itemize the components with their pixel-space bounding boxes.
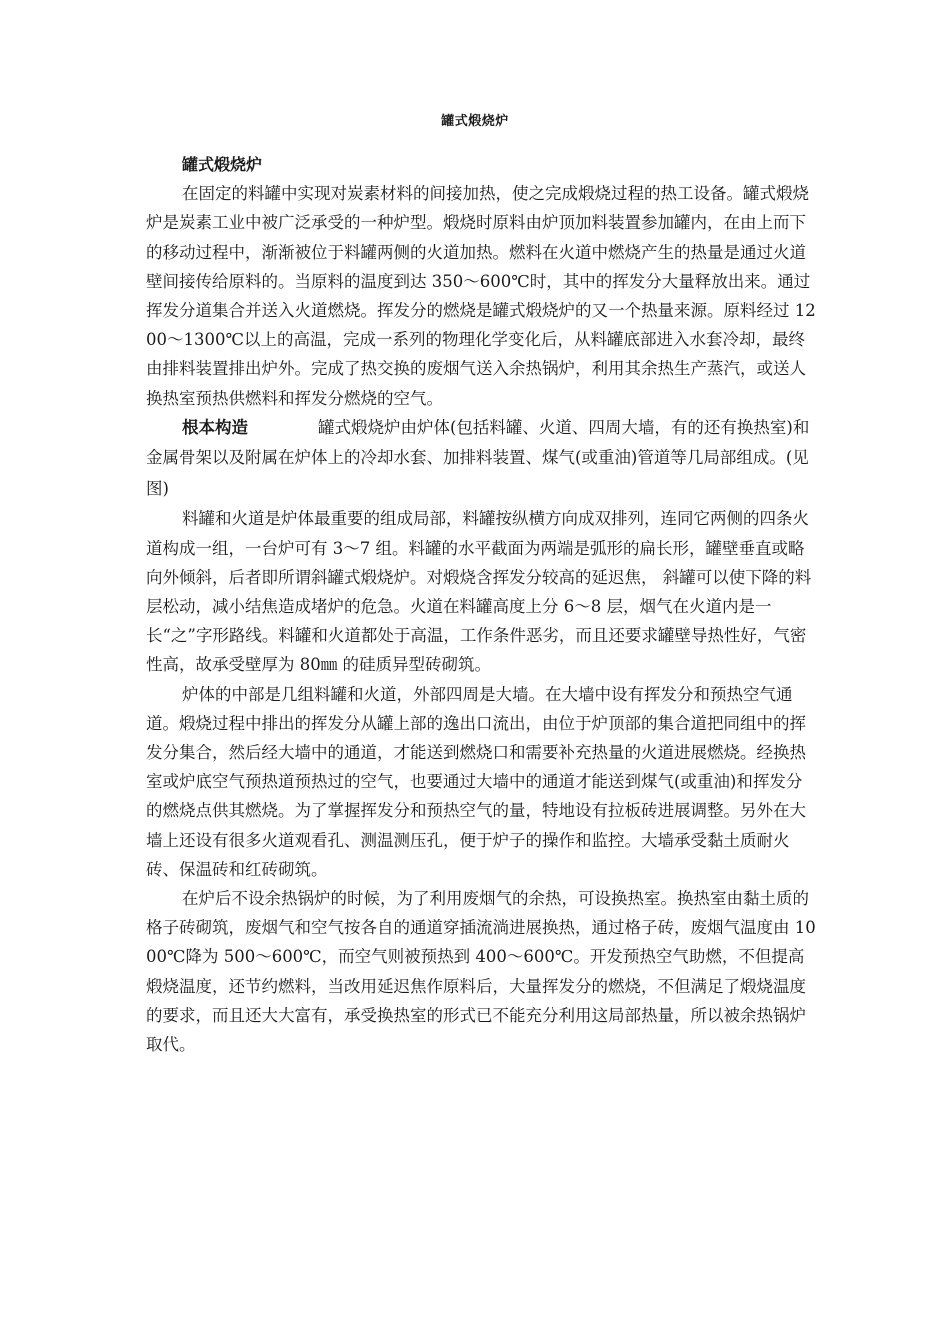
intro-paragraph: 在固定的料罐中实现对炭素材料的间接加热，使之完成煅烧过程的热工设备。罐式煅烧炉是炭素工业中被广泛承受的一种炉型。煅烧时原料由炉顶加料装置参加罐内，在由上而下的移动过程中，渐渐被位于料罐两侧的火道加热。燃料在火道中燃烧产生的热量是通过火道壁间接传给原料的。当原料的温度到达 350～600℃时，其中的挥发分大量释放出来。通过挥发分道集合并送入火道燃烧。挥发分的燃烧是罐式煅烧炉的又一个热量来源。原料经过 1200～1300℃以上的高温，完成一系列的物理化学变化后，从料罐底部进入水套冷却，最终由排料装置排出炉外。完成了热交换的废烟气送入余热锅炉，利用其余热生产蒸汽，或送人换热室预热供燃料和挥发分燃烧的空气。 [146, 184, 816, 408]
paragraph-tanks-flues: 料罐和火道是炉体最重要的组成局部，料罐按纵横方向成双排列，连同它两侧的四条火道构成一组，一台炉可有 3～7 组。料罐的水平截面为两端是弧形的扁长形，罐壁垂直或略向外倾斜，后者即所谓斜罐式煅烧炉。对煅烧含挥发分较高的延迟焦， 斜罐可以使下降的料层松动，减小结焦造成堵炉的危急。火道在料罐高度上分 6～8 层，烟气在火道内是一长“之”字形路线。料罐和火道都处于高温，工作条件恶劣，而且还要求罐壁导热性好，气密性高，故承受壁厚为 80㎜ 的硅质异型砖砌筑。 [146, 509, 812, 675]
page-title: 罐式煅烧炉 [441, 114, 509, 129]
structure-text: 罐式煅烧炉由炉体(包括料罐、火道、四周大墙，有的还有换热室)和金属骨架以及附属在炉体上的冷却水套、加排料装置、煤气(或重油)管道等几局部组成。(见图) [146, 417, 810, 498]
structure-paragraph [146, 413, 816, 505]
section-heading: 罐式煅烧炉 [182, 155, 263, 174]
structure-heading: 根本构造 [182, 417, 248, 437]
document-body [146, 150, 816, 1059]
paragraph-furnace-walls: 炉体的中部是几组料罐和火道，外部四周是大墙。在大墙中设有挥发分和预热空气通道。煅烧过程中排出的挥发分从罐上部的逸出口流出，由位于炉顶部的集合道把同组中的挥发分集合，然后经大墙中的通道，才能送到燃烧口和需要补充热量的火道进展燃烧。经换热室或炉底空气预热道预热过的空气，也要通过大墙中的通道才能送到煤气(或重油)和挥发分的燃烧点供其燃烧。为了掌握挥发分和预热空气的量，特地设有拉板砖进展调整。另外在大墙上还设有很多火道观看孔、测温测压孔，便于炉子的操作和监控。大墙承受黏土质耐火砖、保温砖和红砖砌筑。 [146, 684, 806, 879]
paragraph-heat-exchanger: 在炉后不设余热锅炉的时候，为了利用废烟气的余热，可设换热室。换热室由黏土质的格子砖砌筑，废烟气和空气按各自的通道穿插流淌进展换热，通过格子砖，废烟气温度由 1000℃降为 500～600℃，而空气则被预热到 400～600℃。开发预热空气助燃，不但提高煅烧温度，还节约燃料，当改用延迟焦作原料后，大量挥发分的燃烧，不但满足了煅烧温度的要求，而且还大大富有，承受换热室的形式已不能充分利用这局部热量，所以被余热锅炉取代。 [146, 888, 816, 1054]
